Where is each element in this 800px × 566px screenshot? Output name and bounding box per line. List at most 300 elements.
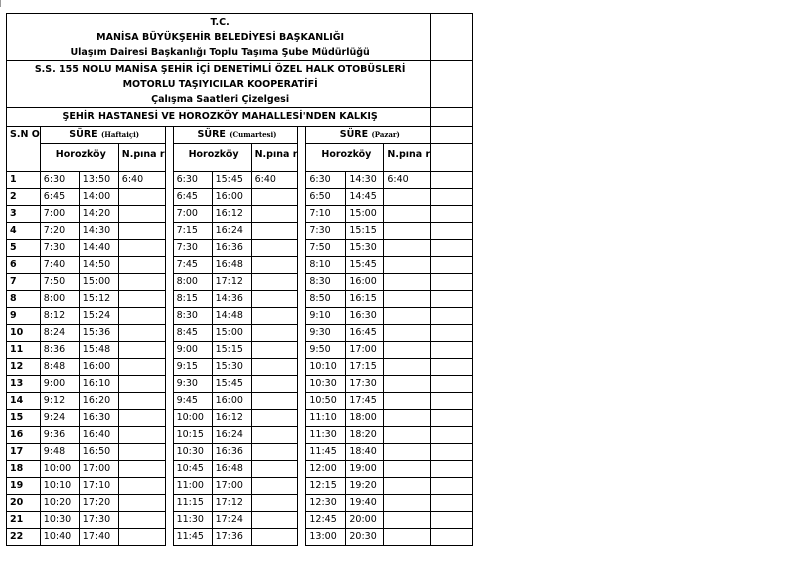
sunday-horozkoy-time-b: 16:00	[346, 274, 384, 291]
saturday-horozkoy-time-a: 8:00	[173, 274, 212, 291]
sunday-horozkoy-time-a: 12:45	[306, 512, 346, 529]
side-cell	[431, 461, 473, 478]
header-cooperative-line2: MOTORLU TAŞIYICILAR KOOPERATİFİ	[122, 79, 318, 90]
sunday-npinar-time	[384, 206, 431, 223]
saturday-horozkoy-time-a: 10:30	[173, 444, 212, 461]
row-number: 4	[7, 223, 41, 240]
weekday-horozkoy-time-a: 10:10	[40, 478, 79, 495]
saturday-npinar-time	[251, 444, 298, 461]
gap-cell	[165, 529, 173, 546]
gap-cell	[165, 144, 173, 172]
saturday-horozkoy-time-b: 16:24	[212, 427, 251, 444]
saturday-horozkoy-time-a: 9:30	[173, 376, 212, 393]
saturday-horozkoy-time-a: 9:15	[173, 359, 212, 376]
weekday-horozkoy-time-a: 10:40	[40, 529, 79, 546]
table-row	[7, 529, 473, 546]
header-schedule-title: Çalışma Saatleri Çizelgesi	[151, 94, 290, 105]
saturday-npinar-time	[251, 274, 298, 291]
gap-cell	[165, 359, 173, 376]
saturday-horozkoy-time-b: 17:12	[212, 495, 251, 512]
gap-cell	[165, 342, 173, 359]
saturday-npinar-time	[251, 240, 298, 257]
side-cell	[431, 478, 473, 495]
sunday-npinar-time: 6:40	[384, 172, 431, 189]
sunday-horozkoy-time-b: 19:20	[346, 478, 384, 495]
sunday-horozkoy-time-b: 16:30	[346, 308, 384, 325]
saturday-npinar-time	[251, 427, 298, 444]
sunday-horozkoy-time-a: 7:30	[306, 223, 346, 240]
weekday-horozkoy-time-b: 15:36	[79, 325, 118, 342]
saturday-horozkoy-time-b: 14:48	[212, 308, 251, 325]
sunday-npinar-time	[384, 223, 431, 240]
row-number: 7	[7, 274, 41, 291]
gap-cell	[165, 189, 173, 206]
gap-cell	[298, 240, 306, 257]
gap-cell	[165, 274, 173, 291]
side-cell	[431, 172, 473, 189]
cooperative-header-cell	[7, 61, 431, 108]
sunday-npinar-time	[384, 461, 431, 478]
saturday-horozkoy-time-a: 7:30	[173, 240, 212, 257]
sunday-horozkoy-time-b: 18:20	[346, 427, 384, 444]
weekday-horozkoy-time-b: 15:48	[79, 342, 118, 359]
weekday-npinar-time	[118, 512, 165, 529]
saturday-horozkoy-time-a: 10:15	[173, 427, 212, 444]
weekday-horozkoy-time-b: 15:00	[79, 274, 118, 291]
sunday-horozkoy-time-b: 17:15	[346, 359, 384, 376]
side-cell	[431, 393, 473, 410]
sunday-horozkoy-time-a: 12:00	[306, 461, 346, 478]
sunday-horozkoy-time-a: 10:50	[306, 393, 346, 410]
sunday-horozkoy-time-a: 8:50	[306, 291, 346, 308]
sunday-horozkoy-time-b: 17:00	[346, 342, 384, 359]
saturday-horozkoy-time-b: 17:12	[212, 274, 251, 291]
weekday-horozkoy-time-b: 16:30	[79, 410, 118, 427]
sunday-npinar-time	[384, 291, 431, 308]
gap-cell	[298, 308, 306, 325]
saturday-horozkoy-time-a: 9:00	[173, 342, 212, 359]
table-row	[7, 172, 473, 189]
saturday-horozkoy-time-a: 7:45	[173, 257, 212, 274]
saturday-horozkoy-time-a: 10:45	[173, 461, 212, 478]
side-cell	[431, 127, 473, 144]
weekday-npinar-time	[118, 495, 165, 512]
saturday-horozkoy-time-b: 16:48	[212, 461, 251, 478]
saturday-horozkoy-time-b: 15:00	[212, 325, 251, 342]
side-cell	[431, 189, 473, 206]
table-row	[7, 342, 473, 359]
row-number: 9	[7, 308, 41, 325]
saturday-label: (Cumartesi)	[229, 130, 277, 139]
gap-cell	[298, 512, 306, 529]
gap-cell	[165, 427, 173, 444]
gap-cell	[298, 410, 306, 427]
weekday-horozkoy-time-b: 17:30	[79, 512, 118, 529]
row-number: 3	[7, 206, 41, 223]
sunday-npinar-time	[384, 444, 431, 461]
row-number: 1	[7, 172, 41, 189]
side-cell	[431, 376, 473, 393]
saturday-horozkoy-time-a: 7:15	[173, 223, 212, 240]
weekday-npinar-time	[118, 444, 165, 461]
row-number: 21	[7, 512, 41, 529]
gap-cell	[298, 189, 306, 206]
sunday-npinar-time	[384, 512, 431, 529]
weekday-npinar-time	[118, 461, 165, 478]
saturday-npinar-time	[251, 393, 298, 410]
gap-cell	[298, 172, 306, 189]
weekday-npinar-time	[118, 308, 165, 325]
gap-cell	[298, 291, 306, 308]
gap-cell	[165, 127, 173, 144]
table-row	[7, 478, 473, 495]
row-number: 11	[7, 342, 41, 359]
row-number: 13	[7, 376, 41, 393]
gap-cell	[298, 376, 306, 393]
saturday-npinar-time	[251, 325, 298, 342]
sure-weekday-header	[40, 127, 165, 144]
gap-cell	[165, 172, 173, 189]
gap-cell	[165, 223, 173, 240]
page-corner-mark	[0, 0, 3, 7]
row-number: 20	[7, 495, 41, 512]
sunday-horozkoy-time-b: 15:45	[346, 257, 384, 274]
sunday-npinar-time	[384, 359, 431, 376]
side-cell	[431, 223, 473, 240]
weekday-horozkoy-time-b: 15:12	[79, 291, 118, 308]
saturday-horozkoy-time-b: 15:45	[212, 376, 251, 393]
sunday-npinar-time	[384, 240, 431, 257]
row-number: 15	[7, 410, 41, 427]
weekday-npinar-time	[118, 342, 165, 359]
sure-label: SÜRE	[197, 129, 226, 140]
weekday-horozkoy-header: Horozköy	[40, 144, 118, 172]
sunday-horozkoy-time-a: 11:30	[306, 427, 346, 444]
side-cell	[431, 257, 473, 274]
table-row	[7, 308, 473, 325]
sno-header: S.N O	[7, 127, 41, 172]
saturday-npinar-header: N.pına r	[251, 144, 298, 172]
side-cell	[431, 410, 473, 427]
sunday-horozkoy-time-b: 17:30	[346, 376, 384, 393]
weekday-horozkoy-time-b: 16:50	[79, 444, 118, 461]
gap-cell	[165, 444, 173, 461]
row-number: 22	[7, 529, 41, 546]
sunday-horozkoy-time-a: 12:15	[306, 478, 346, 495]
table-row	[7, 189, 473, 206]
table-row	[7, 393, 473, 410]
sunday-horozkoy-time-a: 6:50	[306, 189, 346, 206]
saturday-horozkoy-time-b: 17:00	[212, 478, 251, 495]
gap-cell	[298, 461, 306, 478]
side-cell	[431, 495, 473, 512]
side-cell	[431, 325, 473, 342]
gap-cell	[298, 223, 306, 240]
table-row	[7, 274, 473, 291]
sunday-horozkoy-time-b: 20:30	[346, 529, 384, 546]
row-number: 18	[7, 461, 41, 478]
table-row	[7, 410, 473, 427]
gap-cell	[298, 342, 306, 359]
weekday-horozkoy-time-b: 16:00	[79, 359, 118, 376]
weekday-horozkoy-time-b: 17:20	[79, 495, 118, 512]
sunday-npinar-time	[384, 325, 431, 342]
saturday-horozkoy-time-b: 16:00	[212, 393, 251, 410]
gap-cell	[298, 325, 306, 342]
sunday-horozkoy-time-b: 19:40	[346, 495, 384, 512]
saturday-horozkoy-time-b: 14:36	[212, 291, 251, 308]
saturday-horozkoy-time-a: 7:00	[173, 206, 212, 223]
gap-cell	[298, 444, 306, 461]
saturday-horozkoy-time-b: 16:48	[212, 257, 251, 274]
saturday-npinar-time	[251, 410, 298, 427]
sunday-npinar-time	[384, 427, 431, 444]
gap-cell	[298, 127, 306, 144]
weekday-npinar-time	[118, 291, 165, 308]
weekday-horozkoy-time-a: 9:00	[40, 376, 79, 393]
weekday-horozkoy-time-a: 10:00	[40, 461, 79, 478]
gap-cell	[165, 325, 173, 342]
weekday-horozkoy-time-a: 9:36	[40, 427, 79, 444]
sunday-horozkoy-time-a: 10:30	[306, 376, 346, 393]
gap-cell	[298, 144, 306, 172]
gap-cell	[165, 461, 173, 478]
sunday-npinar-time	[384, 189, 431, 206]
gap-cell	[298, 393, 306, 410]
saturday-npinar-time	[251, 189, 298, 206]
saturday-npinar-time	[251, 308, 298, 325]
table-row	[7, 240, 473, 257]
weekday-horozkoy-time-b: 16:10	[79, 376, 118, 393]
weekday-horozkoy-time-a: 9:48	[40, 444, 79, 461]
weekday-horozkoy-time-a: 8:00	[40, 291, 79, 308]
sure-label: SÜRE	[69, 129, 98, 140]
weekday-npinar-time	[118, 325, 165, 342]
weekday-horozkoy-time-b: 16:40	[79, 427, 118, 444]
gap-cell	[165, 206, 173, 223]
weekday-horozkoy-time-a: 8:36	[40, 342, 79, 359]
sunday-horozkoy-time-b: 19:00	[346, 461, 384, 478]
weekday-npinar-header: N.pına r	[118, 144, 165, 172]
route-title: ŞEHİR HASTANESİ VE HOROZKÖY MAHALLESİ'NDEN KALKIŞ	[7, 108, 431, 127]
weekday-horozkoy-time-b: 14:30	[79, 223, 118, 240]
sunday-horozkoy-time-a: 12:30	[306, 495, 346, 512]
weekday-npinar-time	[118, 274, 165, 291]
header-row-cooperative	[7, 61, 473, 108]
side-cell	[431, 359, 473, 376]
weekday-horozkoy-time-a: 7:40	[40, 257, 79, 274]
weekday-horozkoy-time-a: 10:20	[40, 495, 79, 512]
weekday-horozkoy-time-b: 14:40	[79, 240, 118, 257]
sunday-npinar-time	[384, 257, 431, 274]
row-number: 2	[7, 189, 41, 206]
weekday-horozkoy-time-a: 7:30	[40, 240, 79, 257]
sunday-horozkoy-time-b: 16:15	[346, 291, 384, 308]
table-row	[7, 223, 473, 240]
gap-cell	[165, 308, 173, 325]
weekday-npinar-time	[118, 410, 165, 427]
sunday-horozkoy-time-a: 11:45	[306, 444, 346, 461]
saturday-horozkoy-time-b: 16:24	[212, 223, 251, 240]
weekday-horozkoy-time-a: 9:12	[40, 393, 79, 410]
weekday-horozkoy-time-a: 8:12	[40, 308, 79, 325]
sunday-npinar-time	[384, 410, 431, 427]
saturday-horozkoy-header: Horozköy	[173, 144, 251, 172]
sunday-horozkoy-header: Horozköy	[306, 144, 384, 172]
row-number: 17	[7, 444, 41, 461]
sunday-horozkoy-time-b: 18:00	[346, 410, 384, 427]
saturday-npinar-time	[251, 478, 298, 495]
sunday-horozkoy-time-a: 13:00	[306, 529, 346, 546]
gap-cell	[165, 376, 173, 393]
saturday-horozkoy-time-b: 16:12	[212, 206, 251, 223]
gap-cell	[298, 257, 306, 274]
gap-cell	[298, 206, 306, 223]
sunday-npinar-header: N.pına r	[384, 144, 431, 172]
side-cell	[431, 308, 473, 325]
table-row	[7, 257, 473, 274]
saturday-npinar-time	[251, 461, 298, 478]
sure-sunday-header	[306, 127, 431, 144]
weekday-npinar-time	[118, 393, 165, 410]
weekday-horozkoy-time-a: 8:24	[40, 325, 79, 342]
sunday-npinar-time	[384, 376, 431, 393]
side-cell	[431, 444, 473, 461]
gap-cell	[165, 393, 173, 410]
schedule-table	[6, 13, 473, 546]
saturday-npinar-time	[251, 376, 298, 393]
saturday-npinar-time	[251, 223, 298, 240]
saturday-horozkoy-time-a: 6:30	[173, 172, 212, 189]
row-number: 14	[7, 393, 41, 410]
sunday-label: (Pazar)	[371, 130, 400, 139]
gap-cell	[298, 274, 306, 291]
weekday-horozkoy-time-b: 13:50	[79, 172, 118, 189]
weekday-npinar-time: 6:40	[118, 172, 165, 189]
sunday-npinar-time	[384, 495, 431, 512]
saturday-horozkoy-time-b: 17:24	[212, 512, 251, 529]
saturday-horozkoy-time-b: 16:00	[212, 189, 251, 206]
side-cell	[431, 512, 473, 529]
side-cell	[431, 240, 473, 257]
row-number: 6	[7, 257, 41, 274]
sunday-npinar-time	[384, 393, 431, 410]
weekday-npinar-time	[118, 427, 165, 444]
header-row-sure	[7, 127, 473, 144]
weekday-horozkoy-time-b: 17:40	[79, 529, 118, 546]
saturday-npinar-time	[251, 529, 298, 546]
saturday-npinar-time	[251, 257, 298, 274]
sunday-npinar-time	[384, 308, 431, 325]
sunday-horozkoy-time-b: 16:45	[346, 325, 384, 342]
weekday-horozkoy-time-b: 14:20	[79, 206, 118, 223]
gap-cell	[165, 257, 173, 274]
saturday-npinar-time: 6:40	[251, 172, 298, 189]
gap-cell	[165, 495, 173, 512]
row-number: 5	[7, 240, 41, 257]
weekday-npinar-time	[118, 223, 165, 240]
table-row	[7, 325, 473, 342]
weekday-horozkoy-time-a: 10:30	[40, 512, 79, 529]
weekday-npinar-time	[118, 257, 165, 274]
weekday-npinar-time	[118, 478, 165, 495]
header-side-cell	[431, 14, 473, 61]
saturday-npinar-time	[251, 359, 298, 376]
weekday-horozkoy-time-b: 17:00	[79, 461, 118, 478]
saturday-horozkoy-time-a: 8:45	[173, 325, 212, 342]
saturday-horozkoy-time-b: 15:45	[212, 172, 251, 189]
saturday-horozkoy-time-a: 11:45	[173, 529, 212, 546]
table-row	[7, 376, 473, 393]
weekday-horozkoy-time-b: 17:10	[79, 478, 118, 495]
weekday-npinar-time	[118, 529, 165, 546]
side-cell	[431, 342, 473, 359]
saturday-npinar-time	[251, 512, 298, 529]
saturday-horozkoy-time-b: 15:15	[212, 342, 251, 359]
weekday-label: (Haftaiçi)	[100, 130, 140, 139]
agency-header-cell	[7, 14, 431, 61]
gap-cell	[298, 529, 306, 546]
row-number: 12	[7, 359, 41, 376]
gap-cell	[298, 478, 306, 495]
saturday-npinar-time	[251, 291, 298, 308]
header-row-stops	[7, 144, 473, 172]
sunday-npinar-time	[384, 529, 431, 546]
weekday-horozkoy-time-a: 8:48	[40, 359, 79, 376]
gap-cell	[298, 359, 306, 376]
sunday-horozkoy-time-a: 9:30	[306, 325, 346, 342]
table-row	[7, 206, 473, 223]
sunday-horozkoy-time-a: 7:10	[306, 206, 346, 223]
weekday-horozkoy-time-a: 6:30	[40, 172, 79, 189]
sunday-horozkoy-time-a: 9:10	[306, 308, 346, 325]
sunday-horozkoy-time-a: 10:10	[306, 359, 346, 376]
sunday-horozkoy-time-b: 14:45	[346, 189, 384, 206]
header-cooperative-line1: S.S. 155 NOLU MANİSA ŞEHİR İÇİ DENETİMLİ ÖZEL HALK OTOBÜSLERİ	[34, 64, 406, 75]
weekday-horozkoy-time-b: 14:50	[79, 257, 118, 274]
saturday-horozkoy-time-a: 8:15	[173, 291, 212, 308]
sunday-horozkoy-time-b: 20:00	[346, 512, 384, 529]
header-department: Ulaşım Dairesi Başkanlığı Toplu Taşıma Şube Müdürlüğü	[70, 47, 370, 58]
table-row	[7, 359, 473, 376]
gap-cell	[165, 478, 173, 495]
saturday-npinar-time	[251, 495, 298, 512]
header-municipality: MANİSA BÜYÜKŞEHİR BELEDİYESİ BAŞKANLIĞI	[96, 32, 345, 43]
weekday-horozkoy-time-a: 7:00	[40, 206, 79, 223]
gap-cell	[165, 240, 173, 257]
sunday-horozkoy-time-a: 8:10	[306, 257, 346, 274]
row-number: 10	[7, 325, 41, 342]
weekday-npinar-time	[118, 240, 165, 257]
sunday-horozkoy-time-a: 11:10	[306, 410, 346, 427]
gap-cell	[165, 512, 173, 529]
sure-label: SÜRE	[339, 129, 369, 140]
saturday-horozkoy-time-b: 16:36	[212, 240, 251, 257]
saturday-horozkoy-time-a: 10:00	[173, 410, 212, 427]
weekday-horozkoy-time-a: 9:24	[40, 410, 79, 427]
table-row	[7, 291, 473, 308]
table-row	[7, 495, 473, 512]
side-cell	[431, 529, 473, 546]
header-side-cell	[431, 108, 473, 127]
sunday-horozkoy-time-a: 9:50	[306, 342, 346, 359]
sunday-npinar-time	[384, 274, 431, 291]
weekday-npinar-time	[118, 359, 165, 376]
side-cell	[431, 144, 473, 172]
saturday-horozkoy-time-a: 11:15	[173, 495, 212, 512]
table-row	[7, 427, 473, 444]
weekday-npinar-time	[118, 376, 165, 393]
